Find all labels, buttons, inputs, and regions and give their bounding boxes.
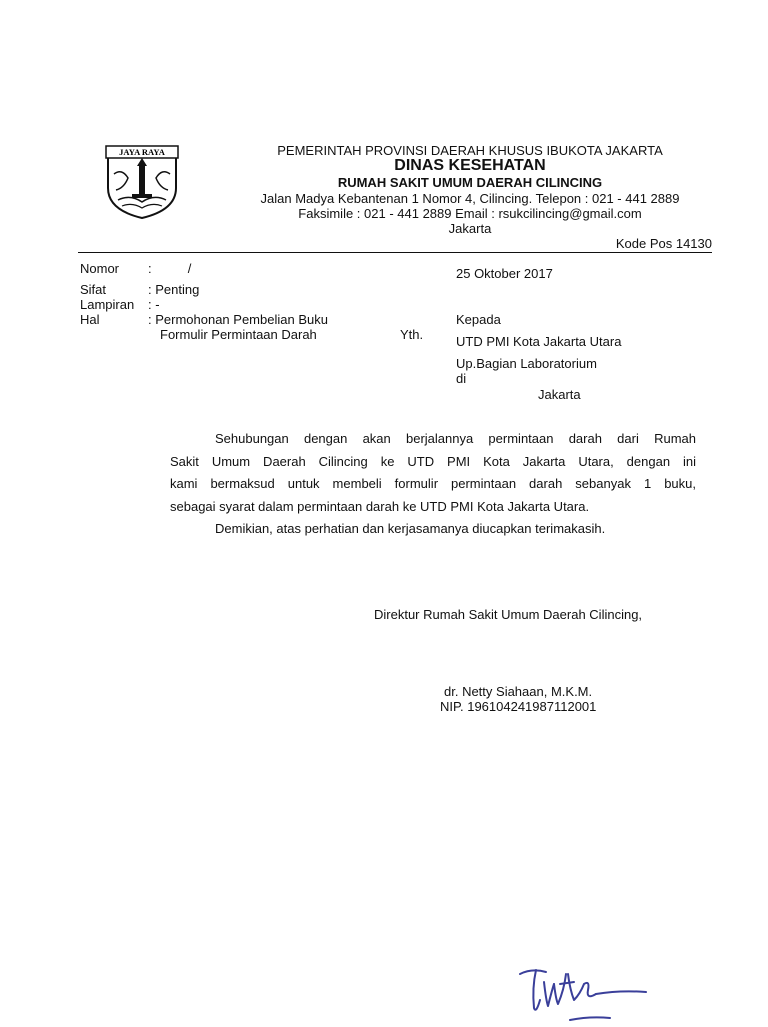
header-department: DINAS KESEHATAN bbox=[394, 157, 546, 174]
sifat-label: Sifat bbox=[80, 282, 107, 297]
recipient-attention: Up.Bagian Laboratorium bbox=[456, 356, 597, 371]
hal-label: Hal bbox=[80, 312, 100, 327]
header-divider bbox=[78, 252, 712, 253]
header-postal-code: Kode Pos 14130 bbox=[615, 236, 712, 251]
letter-body bbox=[170, 428, 696, 541]
jakarta-emblem-logo bbox=[104, 144, 180, 220]
body-line-4: sebagai syarat dalam permintaan darah ke UTD PMI Kota Jakarta Utara. bbox=[170, 498, 590, 514]
body-closing: Demikian, atas perhatian dan kerjasamanya diucapkan terimakasih. bbox=[215, 521, 606, 536]
header-city: Jakarta bbox=[448, 221, 492, 236]
recipient-city: Jakarta bbox=[538, 387, 581, 402]
body-line-1: Sehubungan dengan akan berjalannya permintaan darah dari Rumah bbox=[215, 431, 696, 446]
letter-date: 25 Oktober 2017 bbox=[456, 266, 553, 281]
recipient-name: UTD PMI Kota Jakarta Utara bbox=[456, 334, 622, 349]
yth-label: Yth. bbox=[400, 327, 424, 342]
lampiran-value: : - bbox=[148, 297, 160, 312]
header-contact: Faksimile : 021 - 441 2889 Email : rsukcilincing@gmail.com bbox=[298, 206, 642, 221]
hal-value-continued: Formulir Permintaan Darah bbox=[160, 327, 317, 342]
recipient-kepada: Kepada bbox=[456, 312, 501, 327]
logo-motto: JAYA RAYA bbox=[119, 147, 165, 157]
header-hospital: RUMAH SAKIT UMUM DAERAH CILINCING bbox=[337, 175, 603, 190]
nomor-label: Nomor bbox=[80, 261, 120, 276]
recipient-di: di bbox=[456, 371, 467, 386]
hal-value: : Permohonan Pembelian Buku bbox=[148, 312, 328, 327]
lampiran-label: Lampiran bbox=[80, 297, 135, 312]
body-line-3: kami bermaksud untuk membeli formulir permintaan darah sebanyak 1 buku, bbox=[170, 476, 696, 491]
signatory-title: Direktur Rumah Sakit Umum Daerah Cilincing, bbox=[374, 607, 643, 622]
header-address: Jalan Madya Kebantenan 1 Nomor 4, Cilincing. Telepon : 021 - 441 2889 bbox=[260, 191, 680, 206]
nomor-value: : / bbox=[148, 261, 192, 276]
signatory-nip: NIP. 196104241987112001 bbox=[440, 699, 597, 714]
body-line-2: Sakit Umum Daerah Cilincing ke UTD PMI Kota Jakarta Utara, dengan ini bbox=[170, 453, 696, 469]
sifat-value: : Penting bbox=[148, 282, 200, 297]
handwritten-signature bbox=[510, 960, 660, 1022]
header-government: PEMERINTAH PROVINSI DAERAH KHUSUS IBUKOTA JAKARTA bbox=[277, 143, 663, 158]
signatory-name: dr. Netty Siahaan, M.K.M. bbox=[444, 684, 593, 699]
